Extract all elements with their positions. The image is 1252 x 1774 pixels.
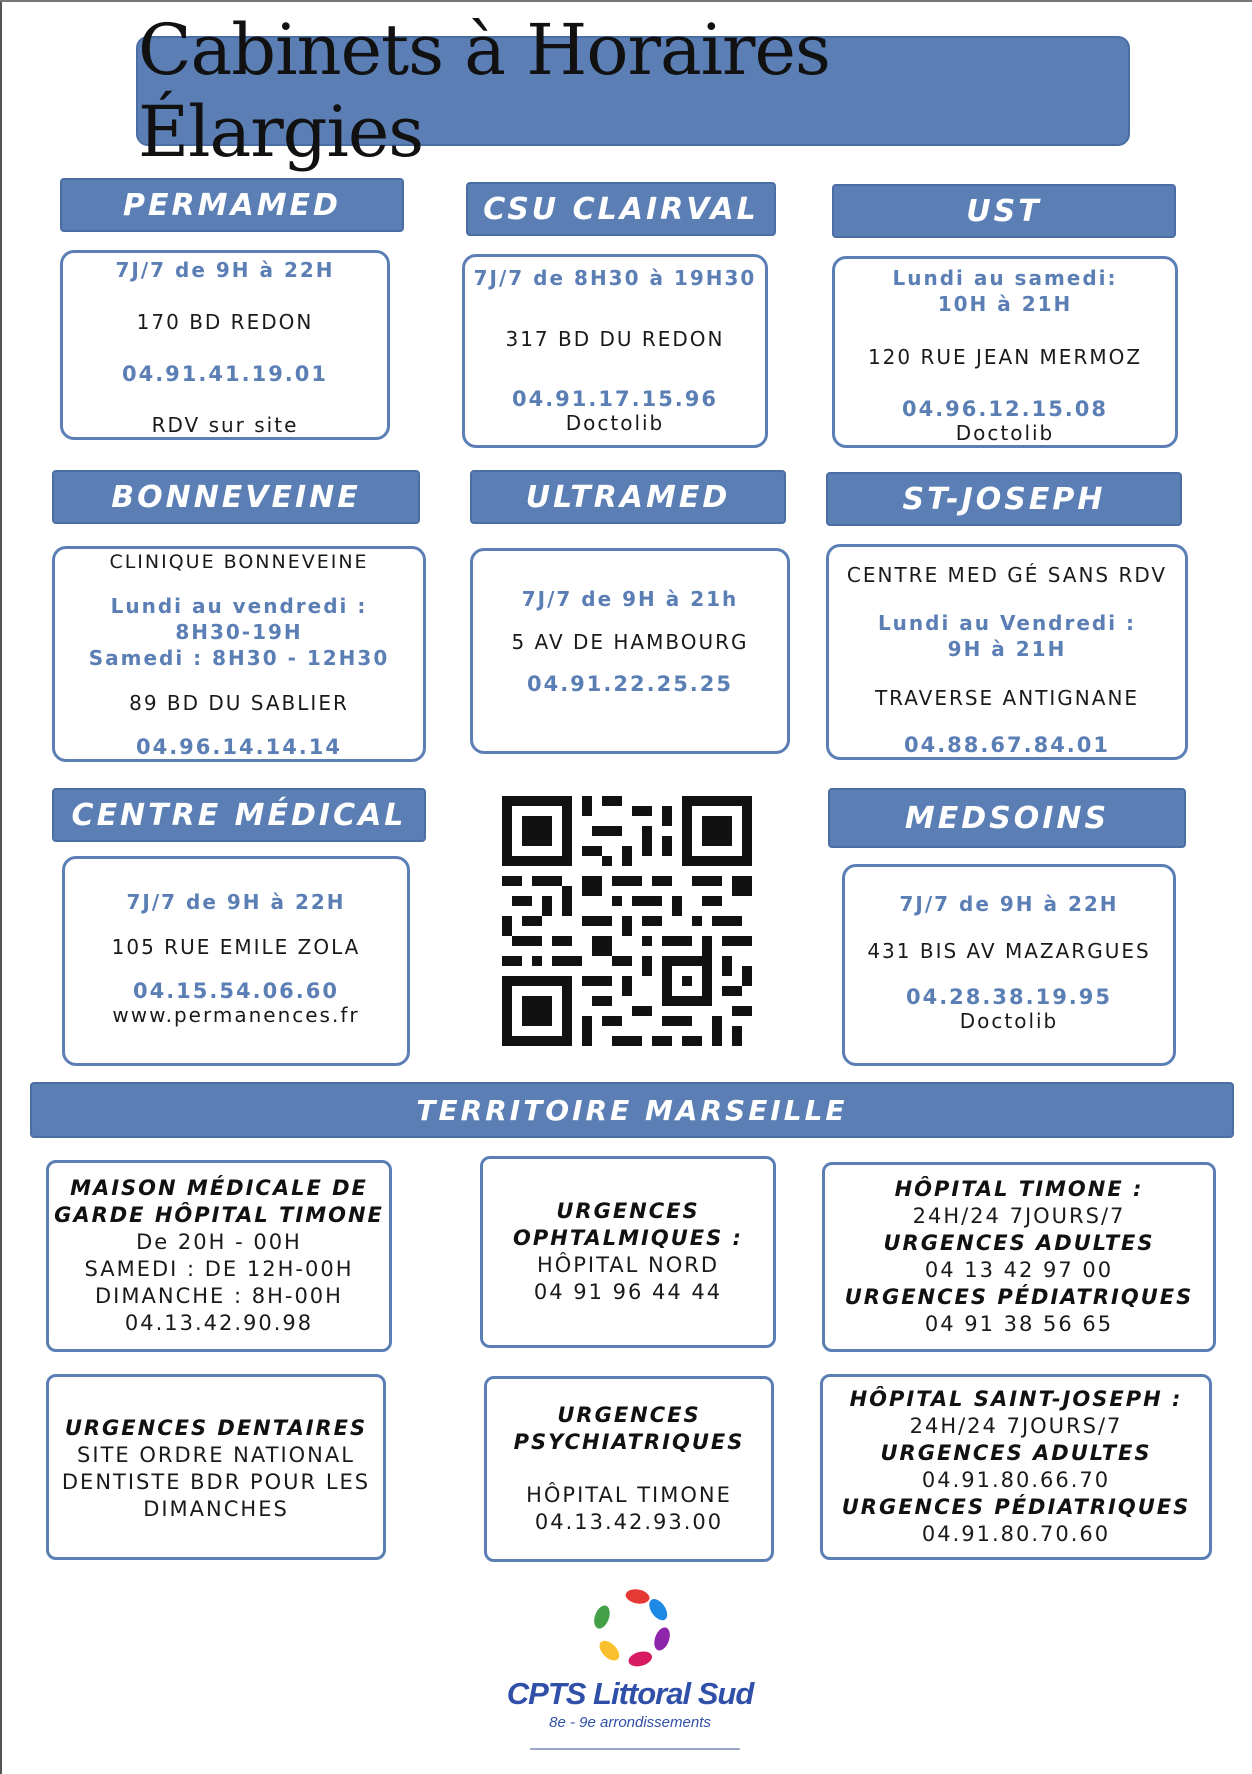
logo-subtitle: 8e - 9e arrondissements <box>549 1714 711 1731</box>
maison-medicale-sunday: DIMANCHE : 8H-00H <box>95 1284 343 1308</box>
card-maison-medicale <box>46 1160 392 1352</box>
bonneveine-weekday-hours: 8H30-19H <box>175 620 303 644</box>
saint-joseph-peds-label: URGENCES PÉDIATRIQUES <box>841 1495 1191 1519</box>
ophtalmiques-title-1: URGENCES <box>556 1199 700 1223</box>
ultramed-address: 5 AV DE HAMBOURG <box>511 630 749 654</box>
ophtalmiques-place: HÔPITAL NORD <box>536 1253 720 1277</box>
bonneveine-weekdays: Lundi au vendredi : <box>110 594 368 618</box>
saint-joseph-title: HÔPITAL SAINT-JOSEPH : <box>849 1387 1183 1411</box>
ust-hours-days: Lundi au samedi: <box>892 266 1118 290</box>
card-medsoins <box>842 864 1176 1066</box>
logo-underline <box>530 1748 740 1750</box>
header-permamed: PERMAMED <box>60 178 404 232</box>
st-joseph-days: Lundi au Vendredi : <box>877 611 1137 636</box>
maison-medicale-title-2: GARDE HÔPITAL TIMONE <box>54 1203 384 1227</box>
card-urgences-ophtalmiques <box>480 1156 776 1348</box>
card-urgences-psychiatriques <box>484 1376 774 1562</box>
csu-clairval-address: 317 BD DU REDON <box>505 327 725 351</box>
page-edge-left <box>0 0 2 1774</box>
st-joseph-address: TRAVERSE ANTIGNANE <box>874 685 1140 710</box>
maison-medicale-title-1: MAISON MÉDICALE DE <box>70 1176 368 1200</box>
maison-medicale-weekday: De 20H - 00H <box>136 1230 302 1254</box>
card-centre-medical <box>62 856 410 1066</box>
ophtalmiques-title-2: OPHTALMIQUES : <box>513 1226 743 1250</box>
medsoins-phone: 04.28.38.19.95 <box>905 985 1113 1009</box>
maison-medicale-phone: 04.13.42.90.98 <box>124 1311 314 1335</box>
csu-clairval-phone: 04.91.17.15.96 <box>511 387 719 411</box>
card-bonneveine <box>52 546 426 762</box>
ultramed-hours: 7J/7 de 9H à 21h <box>521 587 739 611</box>
ust-address: 120 RUE JEAN MERMOZ <box>867 345 1143 369</box>
medsoins-address: 431 BIS AV MAZARGUES <box>867 939 1151 963</box>
header-st-joseph: ST-JOSEPH <box>826 472 1182 526</box>
header-ultramed: ULTRAMED <box>470 470 786 524</box>
header-medsoins: MEDSOINS <box>828 788 1186 848</box>
ophtalmiques-phone: 04 91 96 44 44 <box>533 1280 723 1304</box>
saint-joseph-adults-label: URGENCES ADULTES <box>880 1441 1152 1465</box>
centre-medical-phone: 04.15.54.06.60 <box>132 979 339 1003</box>
centre-medical-website[interactable]: www.permanences.fr <box>112 1003 360 1027</box>
timone-peds-phone: 04 91 38 56 65 <box>924 1312 1114 1336</box>
psychiatriques-title-2: PSYCHIATRIQUES <box>513 1430 745 1454</box>
timone-adults-label: URGENCES ADULTES <box>883 1231 1155 1255</box>
permamed-phone: 04.91.41.19.01 <box>121 361 329 386</box>
maison-medicale-saturday: SAMEDI : DE 12H-00H <box>84 1257 354 1281</box>
card-hopital-timone <box>822 1162 1216 1352</box>
header-csu-clairval: CSU CLAIRVAL <box>466 182 776 236</box>
ust-hours-time: 10H à 21H <box>937 292 1073 316</box>
csu-clairval-hours: 7J/7 de 8H30 à 19H30 <box>473 266 757 290</box>
timone-peds-label: URGENCES PÉDIATRIQUES <box>844 1285 1194 1309</box>
territoire-banner: TERRITOIRE MARSEILLE <box>30 1082 1234 1138</box>
header-centre-medical: CENTRE MÉDICAL <box>52 788 426 842</box>
header-ust: UST <box>832 184 1176 238</box>
bonneveine-address: 89 BD DU SABLIER <box>129 691 349 715</box>
st-joseph-phone: 04.88.67.84.01 <box>903 732 1111 757</box>
st-joseph-hours: 9H à 21H <box>947 637 1067 662</box>
ust-booking: Doctolib <box>955 421 1055 445</box>
permamed-booking: RDV sur site <box>151 412 299 437</box>
logo-name: CPTS Littoral Sud <box>506 1676 754 1711</box>
timone-adults-phone: 04 13 42 97 00 <box>924 1258 1114 1282</box>
bonneveine-saturday: Samedi : 8H30 - 12H30 <box>88 646 390 670</box>
psychiatriques-phone: 04.13.42.93.00 <box>534 1510 724 1534</box>
centre-medical-hours: 7J/7 de 9H à 22H <box>126 890 346 914</box>
psychiatriques-title-1: URGENCES <box>557 1403 701 1427</box>
medsoins-booking: Doctolib <box>959 1009 1059 1033</box>
bonneveine-clinic: CLINIQUE BONNEVEINE <box>109 551 369 573</box>
st-joseph-info: CENTRE MED GÉ SANS RDV <box>846 563 1168 587</box>
card-ust <box>832 256 1178 448</box>
centre-medical-address: 105 RUE EMILE ZOLA <box>111 935 361 959</box>
card-ultramed <box>470 548 790 754</box>
saint-joseph-peds-phone: 04.91.80.70.60 <box>921 1522 1111 1546</box>
ultramed-phone: 04.91.22.25.25 <box>526 672 734 696</box>
ust-phone: 04.96.12.15.08 <box>901 397 1109 421</box>
timone-title: HÔPITAL TIMONE : <box>894 1177 1144 1201</box>
dentaires-title: URGENCES DENTAIRES <box>64 1416 368 1440</box>
csu-clairval-booking: Doctolib <box>565 411 665 435</box>
card-hopital-saint-joseph <box>820 1374 1212 1560</box>
hands-circle-logo-icon <box>588 1582 676 1674</box>
card-urgences-dentaires <box>46 1374 386 1560</box>
dentaires-line-2: DENTISTE BDR POUR LES <box>61 1470 371 1494</box>
saint-joseph-hours: 24H/24 7JOURS/7 <box>909 1414 1123 1438</box>
card-permamed <box>60 250 390 440</box>
saint-joseph-adults-phone: 04.91.80.66.70 <box>921 1468 1111 1492</box>
permamed-address: 170 BD REDON <box>136 310 314 335</box>
header-bonneveine: BONNEVEINE <box>52 470 420 524</box>
page-edge-top <box>0 0 1252 2</box>
dentaires-line-1: SITE ORDRE NATIONAL <box>77 1443 355 1467</box>
timone-hours: 24H/24 7JOURS/7 <box>912 1204 1126 1228</box>
card-csu-clairval <box>462 254 768 448</box>
card-st-joseph <box>826 544 1188 760</box>
bonneveine-phone: 04.96.14.14.14 <box>135 735 343 759</box>
qr-code-icon[interactable] <box>502 795 752 1047</box>
medsoins-hours: 7J/7 de 9H à 22H <box>899 892 1119 916</box>
permamed-hours: 7J/7 de 9H à 22H <box>115 258 335 282</box>
psychiatriques-place: HÔPITAL TIMONE <box>526 1483 732 1507</box>
dentaires-line-3: DIMANCHES <box>143 1497 289 1521</box>
page-title: Cabinets à Horaires Élargies <box>136 36 1130 146</box>
